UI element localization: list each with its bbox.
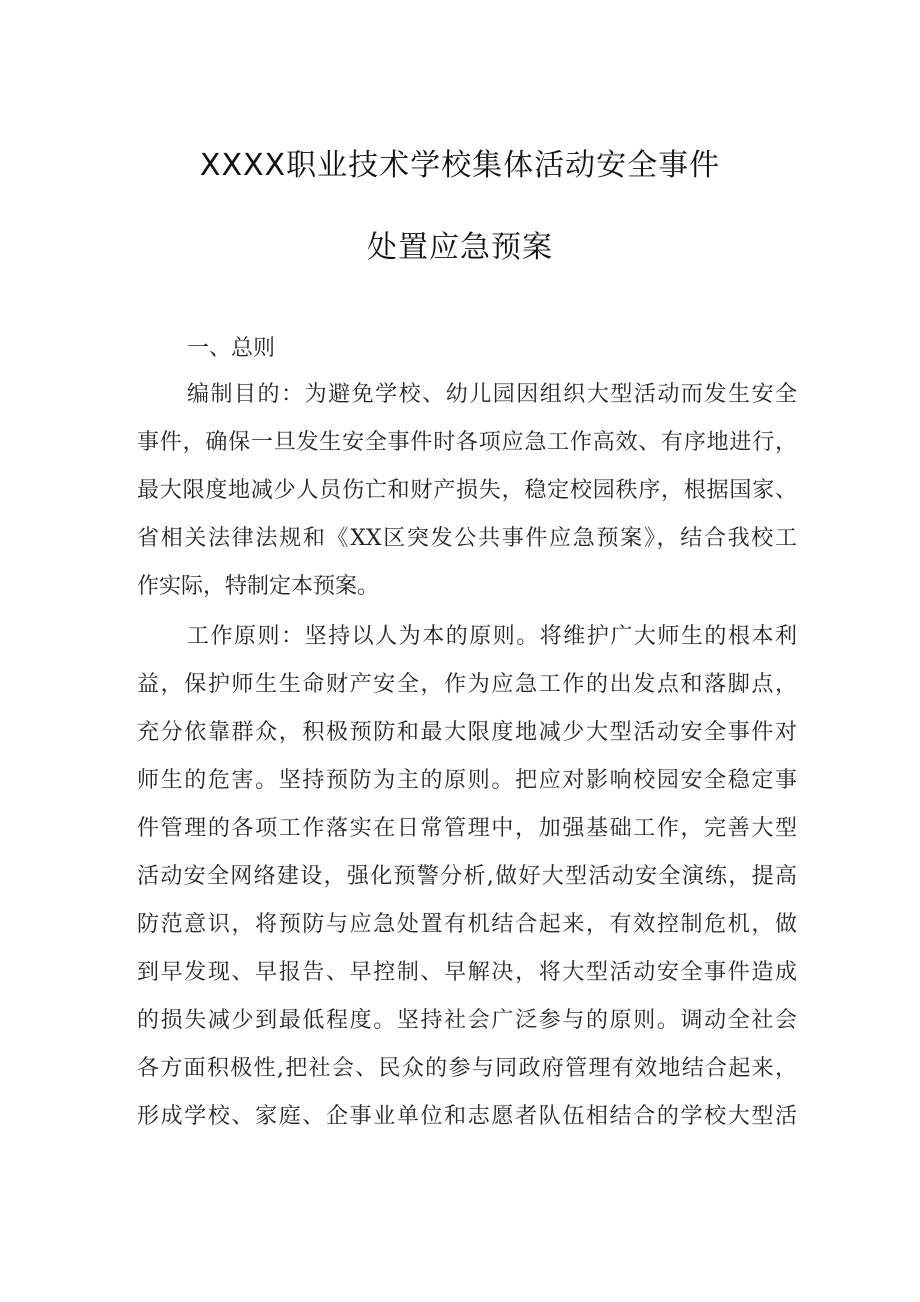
- paragraph-line: 的损失减少到最低程度。坚持社会广泛参与的原则。调动全社会: [137, 1008, 797, 1033]
- paragraph-line: 益，保护师生生命财产安全，作为应急工作的出发点和落脚点，: [137, 672, 797, 697]
- section-heading: 一、总则: [187, 336, 276, 361]
- paragraph-line: 防范意识，将预防与应急处置有机结合起来，有效控制危机，做: [137, 912, 797, 937]
- paragraph-line: 各方面积极性,把社会、民众的参与同政府管理有效地结合起来，: [137, 1056, 797, 1081]
- paragraph-line: 工作原则：坚持以人为本的原则。将维护广大师生的根本利: [187, 624, 797, 649]
- document-title-line-1: XXXX职业技术学校集体活动安全事件: [199, 148, 721, 183]
- paragraph-line: 到早发现、早报告、早控制、早解决，将大型活动安全事件造成: [137, 960, 797, 985]
- paragraph-line: 作实际，特制定本预案。: [137, 574, 380, 599]
- paragraph-line: 形成学校、家庭、企事业单位和志愿者队伍相结合的学校大型活: [137, 1104, 797, 1129]
- paragraph-line: 师生的危害。坚持预防为主的原则。把应对影响校园安全稳定事: [137, 768, 797, 793]
- paragraph-line: 编制目的：为避免学校、幼儿园因组织大型活动而发生安全: [187, 382, 797, 407]
- paragraph-line: 省相关法律法规和《XX区突发公共事件应急预案》，结合我校工: [137, 526, 797, 551]
- document-title-line-2: 处置应急预案: [367, 230, 553, 265]
- paragraph-line: 最大限度地减少人员伤亡和财产损失，稳定校园秩序，根据国家、: [137, 478, 797, 503]
- paragraph-line: 充分依靠群众，积极预防和最大限度地减少大型活动安全事件对: [137, 720, 797, 745]
- paragraph-line: 件管理的各项工作落实在日常管理中，加强基础工作，完善大型: [137, 816, 797, 841]
- paragraph-line: 事件，确保一旦发生安全事件时各项应急工作高效、有序地进行，: [137, 430, 797, 455]
- paragraph-line: 活动安全网络建设，强化预警分析,做好大型活动安全演练，提高: [137, 864, 797, 889]
